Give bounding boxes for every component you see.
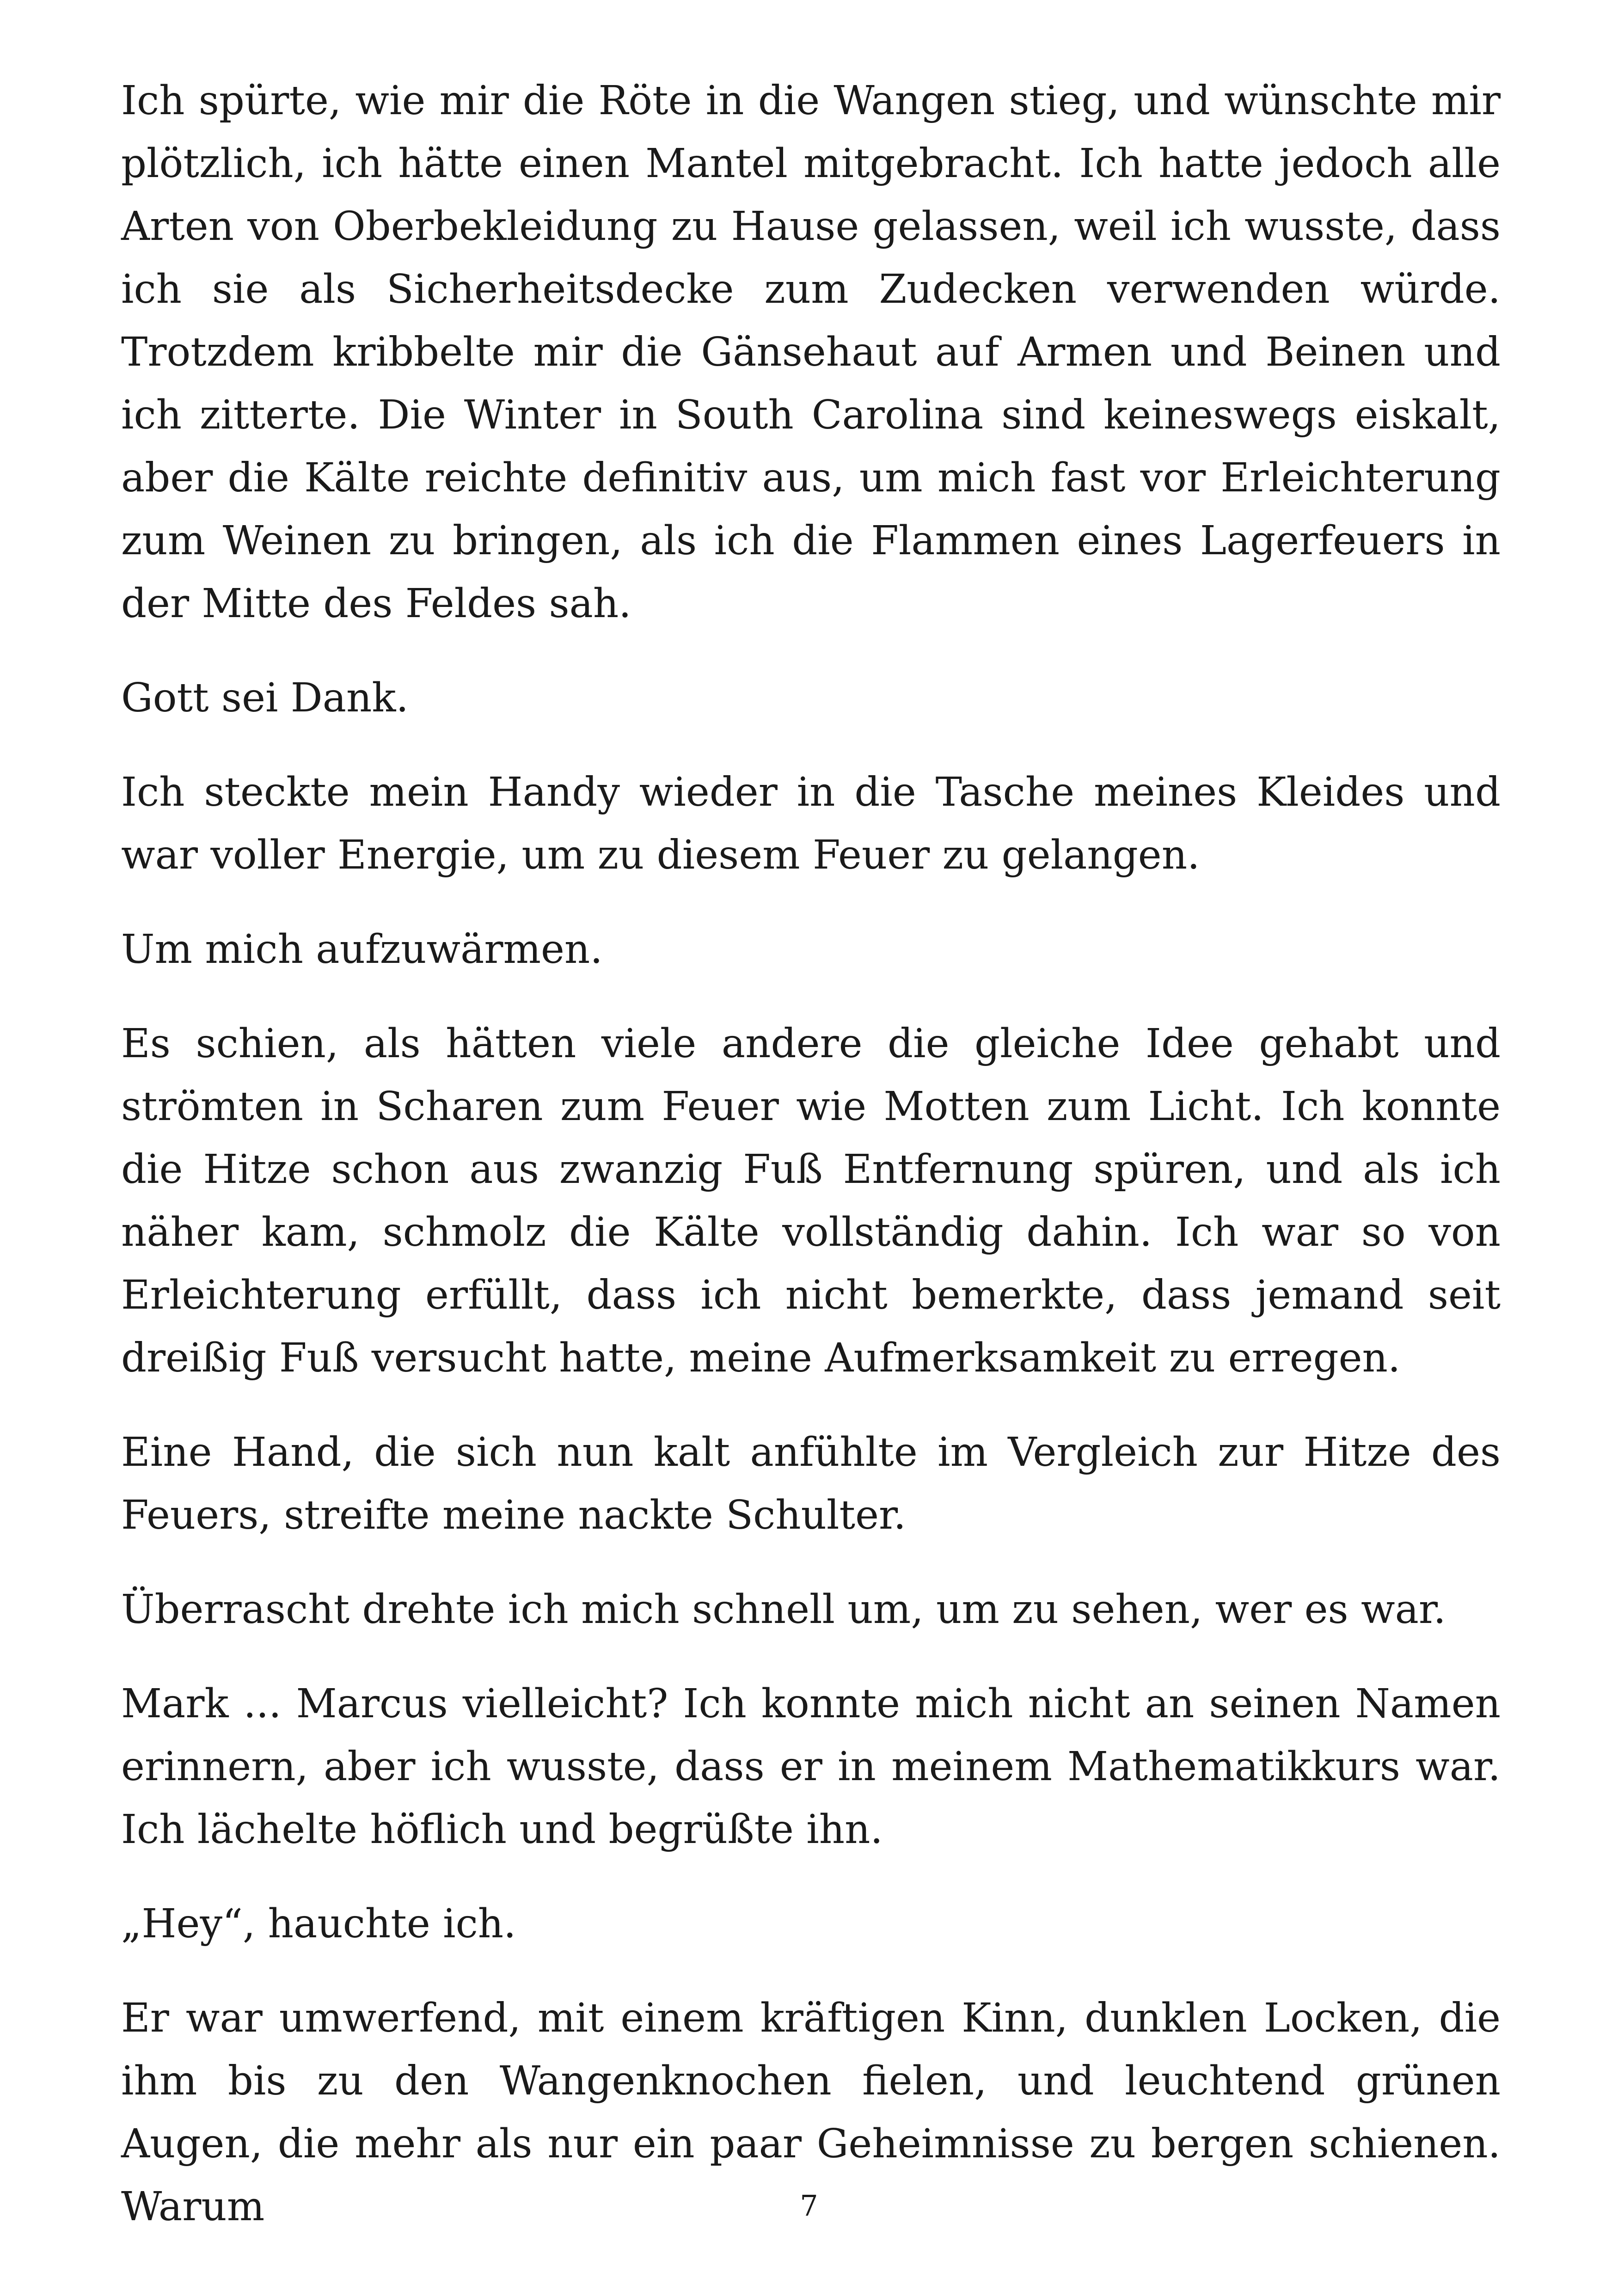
paragraph: Um mich aufzuwärmen. [121, 926, 603, 973]
paragraph: Ich spürte, wie mir die Röte in die Wangen stieg, und wünschte mir plötzlich, ich hätte einen Mantel mitgebracht. Ich hatte jedoch alle Arten von Oberbekleidung zu Hause gelassen, weil ich wusste, dass ich sie als Sicherheitsdecke zum Zudecken verwenden würde. Trotzdem kribbelte mir die Gänsehaut auf Armen und Beinen und ich zitterte. Die Winter in South Carolina sind keineswegs eiskalt, aber die Kälte reichte definitiv aus, um mich fast vor Erleichterung zum Weinen zu bringen, als ich die Flammen eines Lagerfeuers in der Mitte des Feldes sah. [121, 78, 1501, 627]
paragraph: Es schien, als hätten viele andere die gleiche Idee gehabt und strömten in Scharen zum Feuer wie Motten zum Licht. Ich konnte die Hitze schon aus zwanzig Fuß Entfernung spüren, und als ich näher kam, schmolz die Kälte vollständig dahin. Ich war so von Erleichterung erfüllt, dass ich nicht bemerkte, dass jemand seit dreißig Fuß versucht hatte, meine Aufmerksamkeit zu erregen. [121, 1021, 1501, 1381]
page-text [121, 69, 1501, 2270]
paragraph: Mark ... Marcus vielleicht? Ich konnte mich nicht an seinen Namen erinnern, aber ich wusste, dass er in meinem Mathematikkurs war. Ich lächelte höflich und begrüßte ihn. [121, 1681, 1501, 1853]
page-number: 7 [800, 2189, 818, 2223]
paragraph: Überrascht drehte ich mich schnell um, um zu sehen, wer es war. [121, 1586, 1446, 1633]
paragraph: „Hey“, hauchte ich. [121, 1901, 516, 1947]
paragraph: Ich steckte mein Handy wieder in die Tasche meines Kleides und war voller Energie, um zu diesem Feuer zu gelangen. [121, 769, 1501, 878]
paragraph: Er war umwerfend, mit einem kräftigen Kinn, dunklen Locken, die ihm bis zu den Wangenknochen fielen, und leuchtend grünen Augen, die mehr als nur ein paar Geheimnisse zu bergen schienen. Warum [121, 1995, 1501, 2230]
paragraph: Eine Hand, die sich nun kalt anfühlte im Vergleich zur Hitze des Feuers, streifte meine nackte Schulter. [121, 1429, 1501, 1538]
paragraph: Gott sei Dank. [121, 675, 409, 721]
